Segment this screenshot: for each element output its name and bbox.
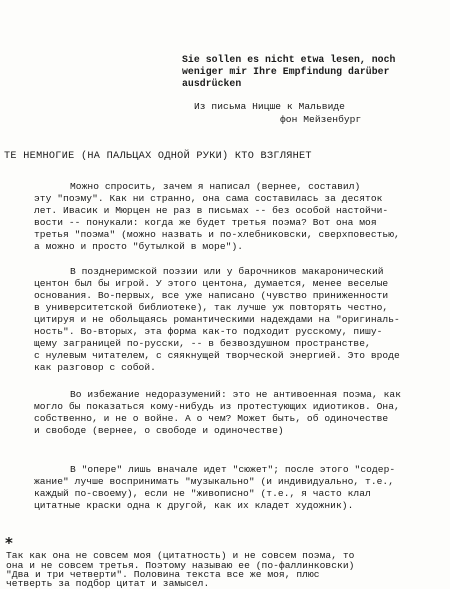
text-line: цитатные краски одна к другой, как их кладет художник). — [34, 500, 354, 511]
text-line: В "опере" лишь вначале идет "сюжет"; после этого "содер- — [70, 464, 396, 475]
text-line: могло бы показаться кому-нибудь из протестующих идиотиков. Она, — [34, 401, 400, 412]
text-line: центон был бы игрой. У этого центона, думается, менее веселые — [34, 278, 389, 289]
footnote-line: четверть за подбор цитат и замысел. — [6, 578, 210, 589]
text-line: жание" лучше воспринимать "музыкально" (и индивидуально, т.е., — [34, 476, 395, 487]
page-title: ТЕ НЕМНОГИЕ (НА ПАЛЬЦАХ ОДНОЙ РУКИ) КТО ВЗГЛЯНЕТ — [4, 151, 312, 162]
text-line: щему заграницей по-русски, -- в безвоздушном пространстве, — [34, 338, 371, 349]
epigraph-line: weniger mir Ihre Empfindung darüber — [182, 66, 390, 77]
text-line: ность". Во-вторых, эта форма как-то подходит русскому, пишу- — [34, 326, 383, 337]
epigraph-source: Из письма Ницше к Мальвиде — [194, 101, 345, 112]
footnote-line: она и не совсем третья. Поэтому называю ее (по-фаллинковски) — [6, 559, 355, 571]
text-line: как разговор с собой. — [34, 362, 156, 373]
text-line: каждый по-своему), если не "живописно" (т.е., я часто клал — [34, 488, 371, 499]
footnote-line: Так как она не совсем моя (цитатность) и не совсем поэма, то — [6, 550, 355, 561]
text-line: основания. Во-первых, все уже написано (чувство приниженности — [34, 290, 389, 301]
footnote-marker: * — [5, 534, 13, 552]
text-line: лет. Ивасик и Мюрцен не раз в письмах -- без особой настойчи- — [34, 205, 389, 216]
epigraph-line: Sie sollen es nicht etwa lesen, noch — [182, 54, 396, 65]
text-line: Можно спросить, зачем я написал (вернее, составил) — [70, 181, 361, 192]
epigraph-source: фон Мейзенбург — [280, 114, 362, 125]
text-line: собственно, и не о войне. А о чем? Может быть, об одиночестве — [34, 413, 389, 424]
footnote-line: "Два и три четверти". Половина текста все же моя, плюс — [6, 569, 320, 580]
text-line: вости -- понукали: когда же будет третья поэма? Вот она моя — [34, 217, 377, 228]
text-line: В позднеримской поэзии или у барочников макаронический — [70, 266, 384, 277]
text-line: эту "поэму". Как ни странно, она сама составилась за десяток — [34, 193, 383, 204]
text-line: цитируя и не обольщаясь романтическими надеждами на "оригиналь- — [34, 314, 400, 325]
text-line: с нулевым читателем, с сяякнущей творческой энергией. Это вроде — [34, 350, 400, 361]
epigraph-line: ausdrücken — [182, 78, 242, 89]
text-line: и свободе (вернее, о свободе и одиночестве) — [34, 425, 284, 436]
text-line: третья "поэма" (можно назвать и по-хлебниковски, сверхповестью, — [34, 229, 400, 240]
text-line: а можно и просто "бутылкой в море"). — [34, 241, 244, 252]
text-line: Во избежание недоразумений: это не антивоенная поэма, как — [70, 389, 402, 400]
text-line: в университетской библиотеке), так лучше уж повторять честно, — [34, 302, 389, 313]
